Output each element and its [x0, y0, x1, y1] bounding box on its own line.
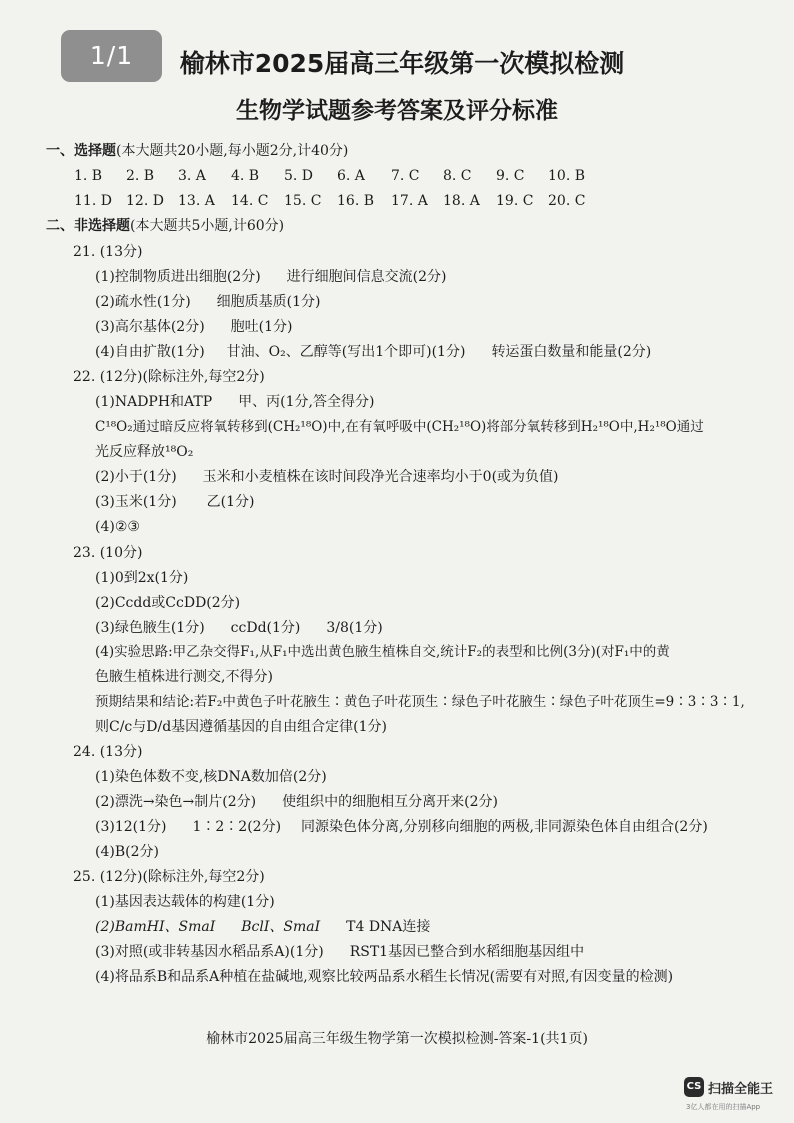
answer-item: 7. C: [391, 168, 420, 184]
answer-item: 2. B: [126, 168, 155, 184]
q23-answer-2: (2)Ccdd或CcDD(2分): [95, 595, 241, 611]
q23-answer-4-result-cont: 则C/c与D/d基因遵循基因的自由组合定律(1分): [95, 719, 388, 735]
question-24-heading: 24. (13分): [73, 744, 143, 760]
q22-answer-1-explanation-cont: 光反应释放¹⁸O₂: [95, 444, 194, 460]
page-counter-badge: 1/1: [61, 30, 162, 82]
q22-answer-1: (1)NADPH和ATP 甲、丙(1分,答全得分): [95, 394, 375, 410]
question-22-heading: 22. (12分)(除标注外,每空2分): [73, 369, 265, 385]
q22-answer-1-explanation: C¹⁸O₂通过暗反应将氧转移到(CH₂¹⁸O)中,在有氧呼吸中(CH₂¹⁸O)将部分氧转移到H₂¹⁸O中,H₂¹⁸O通过: [95, 419, 704, 435]
q23-answer-3: (3)绿色腋生(1分) ccDd(1分) 3/8(1分): [95, 620, 383, 636]
q23-answer-4-method-cont: 色腋生植株进行测交,不得分): [95, 669, 273, 685]
scanner-app-name: 扫描全能王: [708, 1082, 774, 1097]
q24-answer-1: (1)染色体数不变,核DNA数加倍(2分): [95, 769, 327, 785]
q22-answer-3: (3)玉米(1分) 乙(1分): [95, 494, 255, 510]
q23-answer-1: (1)0到2x(1分): [95, 570, 189, 586]
question-21-heading: 21. (13分): [73, 244, 143, 260]
q22-answer-2: (2)小于(1分) 玉米和小麦植株在该时间段净光合速率均小于0(或为负值): [95, 469, 559, 485]
scanner-app-logo: [684, 1075, 788, 1115]
answer-item: 17. A: [391, 193, 428, 209]
answer-item: 18. A: [443, 193, 480, 209]
question-25-heading: 25. (12分)(除标注外,每空2分): [73, 869, 265, 885]
question-23-heading: 23. (10分): [73, 545, 143, 561]
answer-item: 3. A: [178, 168, 206, 184]
q21-answer-1: (1)控制物质进出细胞(2分) 进行细胞间信息交流(2分): [95, 269, 447, 285]
answer-item: 6. A: [337, 168, 365, 184]
answer-item: 8. C: [443, 168, 472, 184]
document-subtitle: 生物学试题参考答案及评分标准: [236, 98, 558, 124]
section-multiple-choice-heading: 一、选择题(本大题共20小题,每小题2分,计40分): [46, 143, 349, 159]
q25-answer-4: (4)将品系B和品系A种植在盐碱地,观察比较两品系水稻生长情况(需要有对照,有因变量的检测): [95, 969, 674, 985]
q25-answer-3: (3)对照(或非转基因水稻品系A)(1分) RST1基因已整合到水稻细胞基因组中: [95, 944, 585, 960]
q25-answer-1: (1)基因表达载体的构建(1分): [95, 894, 275, 910]
q22-answer-4: (4)②③: [95, 519, 140, 535]
answer-item: 19. C: [496, 193, 534, 209]
answer-item: 10. B: [548, 168, 586, 184]
answer-item: 1. B: [74, 168, 103, 184]
q24-answer-2: (2)漂洗→染色→制片(2分) 使组织中的细胞相互分离开来(2分): [95, 794, 498, 810]
document-title: 榆林市2025届高三年级第一次模拟检测: [179, 49, 625, 78]
q25-answer-2: (2)BamHⅠ、SmaⅠ BclⅠ、SmaⅠ T4 DNA连接: [95, 919, 431, 935]
q21-answer-4: (4)自由扩散(1分) 甘油、O₂、乙醇等(写出1个即可)(1分) 转运蛋白数量和能量(2分): [95, 344, 652, 360]
answer-item: 5. D: [284, 168, 314, 184]
page-footer: 榆林市2025届高三年级生物学第一次模拟检测-答案-1(共1页): [206, 1031, 588, 1047]
q23-answer-4-method: (4)实验思路:甲乙杂交得F₁,从F₁中选出黄色腋生植株自交,统计F₂的表型和比例(3分)(对F₁中的黄: [95, 644, 670, 660]
answer-item: 12. D: [126, 193, 164, 209]
scanner-app-tagline: 3亿人都在用的扫描App: [686, 1103, 761, 1111]
q24-answer-4: (4)B(2分): [95, 844, 159, 860]
answer-item: 9. C: [496, 168, 525, 184]
cs-logo-icon: CS: [684, 1077, 704, 1097]
answer-item: 20. C: [548, 193, 586, 209]
q23-answer-4-result: 预期结果和结论:若F₂中黄色子叶花腋生∶黄色子叶花顶生∶绿色子叶花腋生∶绿色子叶花顶生=9∶3∶3∶1,: [95, 694, 745, 710]
answer-item: 11. D: [74, 193, 112, 209]
answer-item: 13. A: [178, 193, 215, 209]
answer-item: 15. C: [284, 193, 322, 209]
q21-answer-2: (2)疏水性(1分) 细胞质基质(1分): [95, 294, 321, 310]
answer-item: 16. B: [337, 193, 375, 209]
q21-answer-3: (3)高尔基体(2分) 胞吐(1分): [95, 319, 293, 335]
section-free-response-heading: 二、非选择题(本大题共5小题,计60分): [46, 218, 285, 234]
answer-item: 14. C: [231, 193, 269, 209]
answer-item: 4. B: [231, 168, 260, 184]
q24-answer-3: (3)12(1分) 1∶2∶2(2分) 同源染色体分离,分别移向细胞的两极,非同源染色体自由组合(2分): [95, 819, 708, 835]
